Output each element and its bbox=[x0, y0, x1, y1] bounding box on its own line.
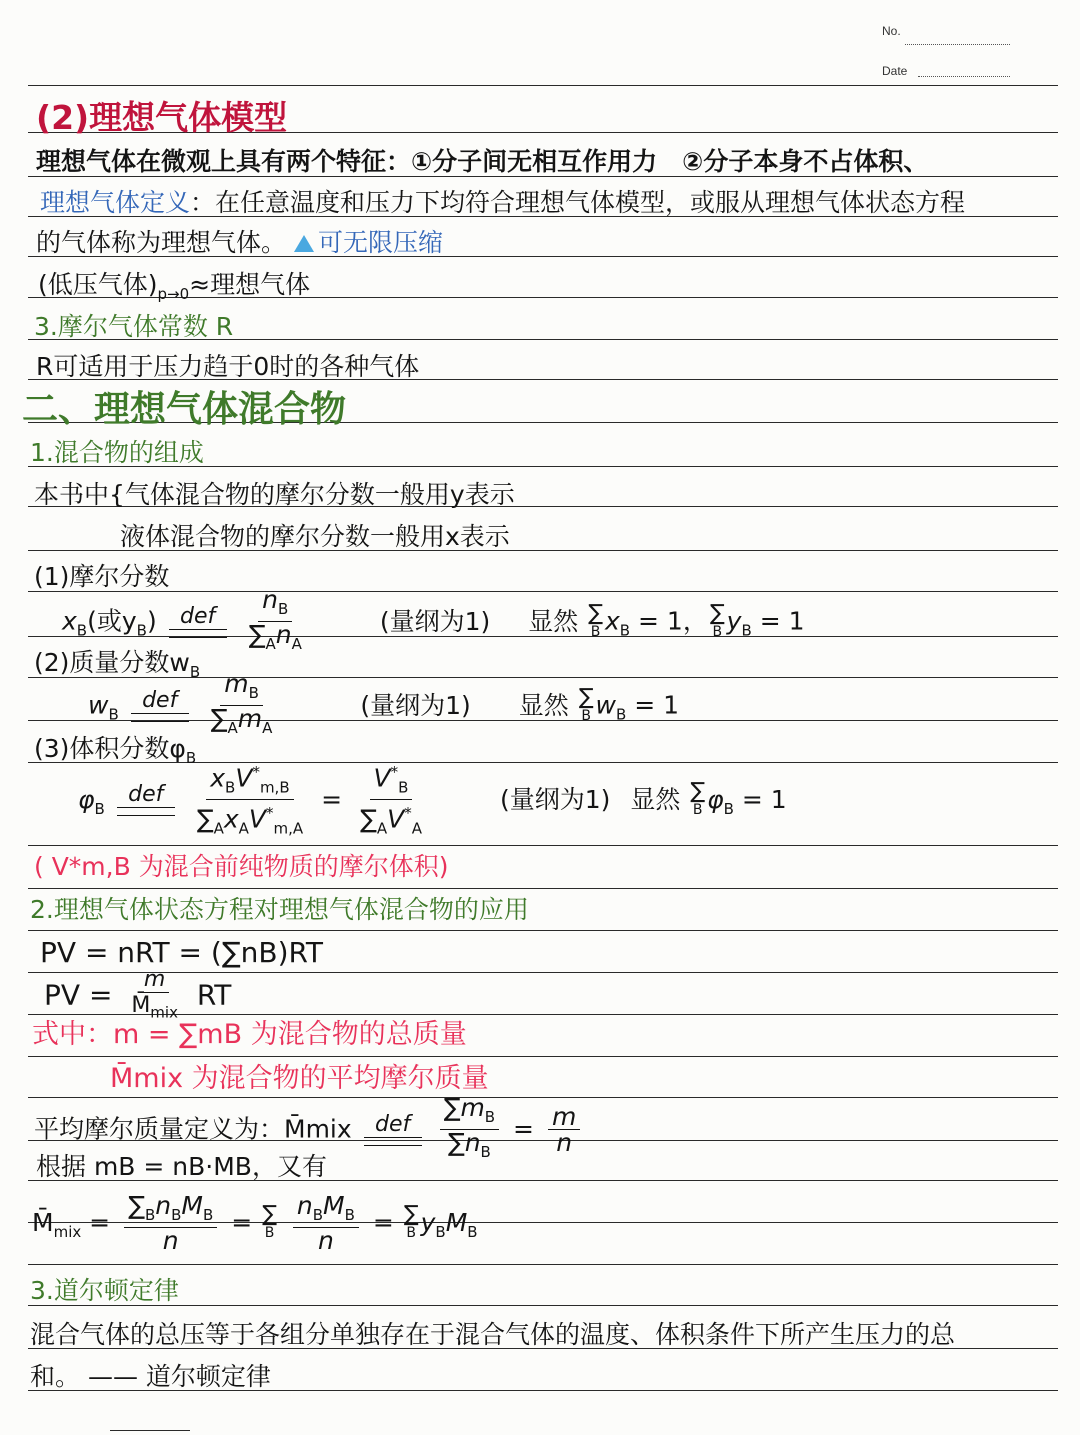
number-label: No. bbox=[882, 24, 901, 38]
obviously-text: 显然 bbox=[630, 784, 681, 814]
mass-fraction-equation: $w_B$ def $\frac{m_B}{\sum_Am_A}$ (量纲为1) 显然 ∑ B $w_B = 1$ bbox=[88, 672, 679, 724]
volume-fraction-footnote: ( V*m,B 为混合前纯物质的摩尔体积) bbox=[34, 852, 449, 881]
expansion-ratio-2: $\frac{n_BM_B}{n}$ bbox=[293, 1194, 359, 1254]
def-equals: def bbox=[169, 608, 227, 638]
chapter-title-ideal-gas-mixture: 二、理想气体混合物 bbox=[22, 389, 347, 430]
expansion-ratio-1: $\frac{\sum_Bn_BM_B}{n}$ bbox=[124, 1194, 217, 1254]
mole-fraction-title: (1)摩尔分数 bbox=[34, 562, 170, 591]
ideal-gas-definition bbox=[40, 188, 965, 218]
triangle-icon bbox=[294, 235, 314, 252]
average-molar-mass-note: M̄mix 为混合物的平均摩尔质量 bbox=[110, 1063, 489, 1094]
definition-term: 理想气体定义 bbox=[40, 188, 191, 217]
pv-equation-2: PV = $\frac{m}{M̄_{mix}}$ RT bbox=[44, 968, 231, 1016]
m-over-n: $\frac{m}{n}$ bbox=[548, 1105, 580, 1156]
dalton-law-text-2: 和。 —— 道尔顿定律 bbox=[30, 1362, 271, 1391]
mole-x-symbol: x bbox=[62, 606, 77, 636]
or-y-text: (或y bbox=[87, 606, 137, 636]
volume-fraction-ratio: $\frac{x_BV^*_{m,B}}{\sum_Ax_AV^*_{m,A}}$ bbox=[193, 760, 307, 842]
average-molar-mass-definition: 平均摩尔质量定义为：M̄mix def $\frac{\sum m_B}{\sum n_B}$ = $\frac{m}{n}$ bbox=[34, 1096, 586, 1152]
number-field-line bbox=[905, 44, 1010, 45]
section-title-state-equation-mixture: 2.理想气体状态方程对理想气体混合物的应用 bbox=[30, 895, 529, 924]
ruled-line bbox=[28, 930, 1058, 931]
date-label: Date bbox=[882, 64, 908, 78]
ruled-line bbox=[28, 845, 1058, 846]
obviously-text: 显然 bbox=[518, 690, 569, 720]
pressure-limit-subscript: p→0 bbox=[157, 285, 190, 303]
obviously-text: 显然 bbox=[528, 606, 579, 636]
def-equals: def bbox=[117, 786, 175, 816]
mass-fraction-ratio: $\frac{m_B}{\sum_Am_A}$ bbox=[210, 669, 273, 737]
ruled-line bbox=[28, 1264, 1058, 1265]
definition-continuation bbox=[36, 228, 443, 258]
volume-fraction-title: (3)体积分数$\varphi_B$ bbox=[34, 734, 197, 767]
dimension-note: (量纲为1) bbox=[379, 606, 491, 636]
mass-fraction-title: (2)质量分数$w_B$ bbox=[34, 648, 201, 681]
dalton-law-text-1: 混合气体的总压等于各组分单独存在于混合气体的温度、体积条件下所产生压力的总 bbox=[30, 1320, 956, 1349]
mole-fraction-ratio: $\frac{n_B}{\sum_An_A}$ bbox=[248, 585, 302, 653]
mass-sum-ratio: $\frac{\sum m_B}{\sum n_B}$ bbox=[440, 1096, 500, 1165]
average-molar-mass-expansion: $M̄_{mix}$ = $\frac{\sum_Bn_BM_B}{n}$ = ∑ B $\frac{n_BM_B}{n}$ = ∑ B $y_BM_B$ bbox=[32, 1191, 478, 1255]
definition-cont-text: 的气体称为理想气体。 bbox=[36, 228, 287, 257]
basis-line: 根据 mB = nB·MB，又有 bbox=[36, 1152, 327, 1181]
section-title-gas-constant: 3.摩尔气体常数 R bbox=[34, 312, 234, 341]
gas-constant-note: R可适用于压力趋于0时的各种气体 bbox=[36, 352, 420, 381]
section-title-mixture-composition: 1.混合物的组成 bbox=[30, 438, 204, 467]
ruled-line bbox=[28, 85, 1058, 86]
section-title-dalton-law: 3.道尔顿定律 bbox=[30, 1276, 179, 1305]
pv-equation-1: PV = nRT = (∑nB)RT bbox=[40, 936, 324, 969]
ruled-line bbox=[28, 888, 1058, 889]
volume-fraction-ratio-2: $\frac{V^*_B}{\sum_AV^*_A}$ bbox=[356, 760, 426, 842]
dimension-note: (量纲为1) bbox=[499, 784, 611, 814]
def-equals: def bbox=[131, 692, 189, 722]
mole-fraction-equation: $x_B$(或$y_B$) def $\frac{n_B}{\sum_An_A}$ (量纲为1) 显然 ∑ B $x_B = 1$， ∑ B $y_B = 1$ bbox=[62, 588, 805, 640]
definition-body: ：在任意温度和压力下均符合理想气体模型，或服从理想气体状态方程 bbox=[190, 188, 966, 217]
low-pressure-text: (低压气体) bbox=[38, 270, 158, 299]
gas-mole-fraction-note: 本书中{气体混合物的摩尔分数一般用y表示 bbox=[34, 480, 515, 509]
ideal-gas-features: 理想气体在微观上具有两个特征：①分子间无相互作用力 ②分子本身不占体积、 bbox=[36, 147, 929, 176]
def-equals: def bbox=[364, 1116, 422, 1146]
date-field-line bbox=[918, 76, 1010, 77]
volume-fraction-equation: $\varphi_B$ def $\frac{x_BV^*_{m,B}}{\sum_Ax_AV^*_{m,A}}$ = $\frac{V^*_B}{\sum_AV^*_A}$ (量纲为1) 显然 ∑ B $\varphi_B = 1$ bbox=[78, 760, 787, 830]
low-pressure-gas-line bbox=[38, 270, 310, 309]
dimension-note: (量纲为1) bbox=[360, 690, 471, 720]
ruled-line bbox=[28, 1305, 1058, 1306]
ruled-line bbox=[110, 1430, 190, 1431]
total-mass-note: 式中：m = ∑mB 为混合物的总质量 bbox=[32, 1019, 467, 1050]
approx-ideal-text: ≈理想气体 bbox=[189, 270, 311, 299]
section-title-ideal-gas-model: (2)理想气体模型 bbox=[36, 98, 288, 137]
ruled-line bbox=[28, 1056, 1058, 1057]
liquid-mole-fraction-note: 液体混合物的摩尔分数一般用x表示 bbox=[120, 522, 510, 551]
compressible-note: 可无限压缩 bbox=[317, 228, 443, 257]
mass-over-molar-mass: $\frac{m}{M̄_{mix}}$ bbox=[131, 967, 178, 1022]
